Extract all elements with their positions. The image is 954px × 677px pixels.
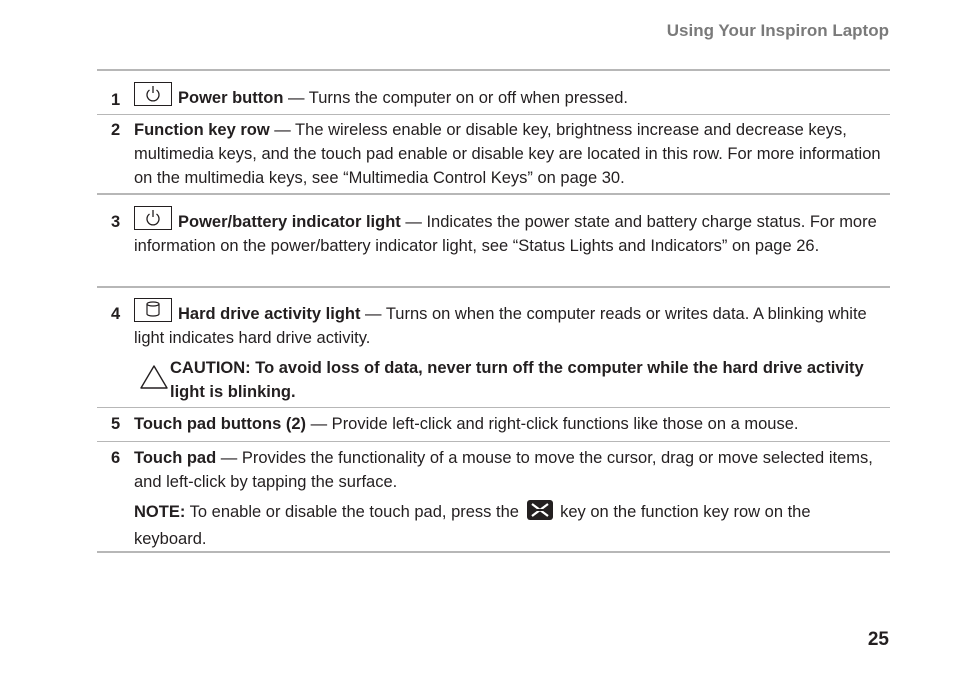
note-text-before: To enable or disable the touch pad, press the bbox=[185, 503, 519, 521]
note-text-after: key on the function key row on the keyboard. bbox=[134, 503, 811, 548]
row-term: Function key row bbox=[134, 121, 270, 139]
row-number: 1 bbox=[111, 91, 121, 109]
row-number: 5 bbox=[111, 415, 121, 433]
row-text bbox=[134, 298, 886, 350]
power-icon bbox=[134, 206, 172, 230]
row-divider bbox=[97, 114, 890, 115]
row-description: — Provides the functionality of a mouse to move the cursor, drag or move selected items, and left-click by tapping the surface. bbox=[134, 449, 873, 491]
row-divider bbox=[97, 407, 890, 408]
row-divider bbox=[97, 441, 890, 442]
caution-triangle-icon bbox=[139, 364, 169, 390]
table-top-rule bbox=[97, 69, 890, 71]
row-description: — Indicates the power state and battery charge status. For more information on the power/battery indicator light, see “Status Lights and Indicators” on page 26. bbox=[134, 213, 877, 255]
note-block bbox=[134, 500, 886, 551]
row-text bbox=[134, 118, 886, 190]
row-term: Power button bbox=[178, 89, 284, 107]
row-divider bbox=[97, 286, 890, 288]
row-number: 2 bbox=[111, 121, 121, 139]
touchpad-toggle-key-icon bbox=[527, 500, 553, 527]
hard-drive-icon bbox=[134, 298, 172, 322]
row-text bbox=[134, 412, 886, 436]
row-number: 3 bbox=[111, 213, 121, 231]
row-term: Power/battery indicator light bbox=[178, 213, 401, 231]
row-text bbox=[134, 446, 886, 494]
note-label: NOTE: bbox=[134, 503, 186, 521]
row-term: Hard drive activity light bbox=[178, 305, 361, 323]
row-text bbox=[134, 82, 886, 110]
row-term: Touch pad buttons (2) bbox=[134, 415, 307, 433]
running-header: Using Your Inspiron Laptop bbox=[666, 21, 889, 40]
caution-block bbox=[134, 356, 886, 404]
row-description: — Turns on when the computer reads or writes data. A blinking white light indicates hard drive activity. bbox=[134, 305, 867, 347]
row-description: — Turns the computer on or off when pressed. bbox=[283, 89, 628, 107]
row-text bbox=[134, 206, 886, 258]
row-description: — The wireless enable or disable key, brightness increase and decrease keys, multimedia keys, and the touch pad enable or disable key are located in this row. For more information on the multimedia keys, see “Multimedia Control Keys” on page 30. bbox=[134, 121, 881, 187]
row-description: — Provide left-click and right-click functions like those on a mouse. bbox=[306, 415, 799, 433]
row-number: 4 bbox=[111, 305, 121, 323]
page-number: 25 bbox=[867, 629, 889, 650]
row-divider bbox=[97, 193, 890, 195]
table-bottom-rule bbox=[97, 551, 890, 553]
row-term: Touch pad bbox=[134, 449, 217, 467]
row-number: 6 bbox=[111, 449, 121, 467]
caution-text: CAUTION: To avoid loss of data, never turn off the computer while the hard drive activity light is blinking. bbox=[170, 359, 864, 401]
power-icon bbox=[134, 82, 172, 106]
